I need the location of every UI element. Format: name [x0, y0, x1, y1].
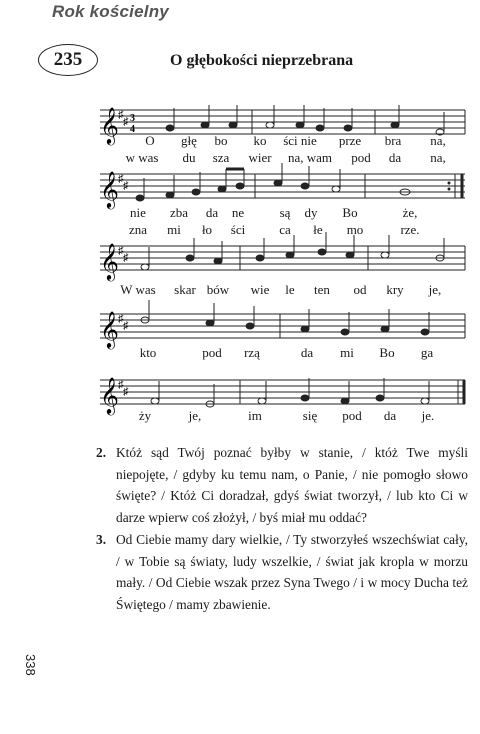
verse-3 — [96, 529, 468, 616]
verse-text: Któż sąd Twój poznać byłby w stanie, / któż Twe myśli niepojęte, / gdyby ku temu nam, o Panie, / nie pomogło słowo święte? / Któż Ci doradzał, gdyś świat tworzył, / lub kto Ci w darze wpierw coś złożył, / byś miał mu oddać? — [116, 445, 468, 526]
lyric-syllable: bra — [384, 133, 402, 148]
lyric-syllable: Bo — [379, 345, 395, 360]
lyric-syllable: ło — [201, 222, 213, 237]
treble-clef-icon: 𝄞 — [100, 377, 119, 413]
lyric-syllable: le — [285, 282, 295, 297]
lyric-syllable: na, — [430, 150, 446, 165]
lyric-syllable: ko — [253, 133, 267, 148]
time-signature-top: 3 — [130, 113, 135, 124]
key-signature-sharp-icon: ♯ — [118, 379, 124, 391]
music-staff-4 — [100, 308, 470, 348]
lyric-syllable: kry — [386, 282, 404, 297]
lyric-syllable: je. — [421, 408, 435, 423]
treble-clef-icon: 𝄞 — [100, 311, 119, 347]
key-signature-sharp-icon: ♯ — [123, 116, 129, 128]
lyric-syllable: pod — [351, 150, 371, 165]
lyric-syllable: pod — [342, 408, 362, 423]
lyric-syllable: ży — [138, 408, 152, 423]
lyric-syllable: dy — [304, 205, 318, 220]
lyric-syllable: łe — [313, 222, 323, 237]
lyric-syllable: ca — [279, 222, 291, 237]
treble-clef-icon: 𝄞 — [100, 171, 119, 207]
lyric-syllable: kto — [139, 345, 157, 360]
lyric-syllable: na, wam — [287, 150, 333, 165]
lyric-syllable: bów — [206, 282, 230, 297]
treble-clef-icon: 𝄞 — [100, 107, 119, 143]
page-number: 338 — [23, 654, 38, 676]
music-staff-3 — [100, 240, 470, 280]
verse-text: Od Ciebie mamy dary wielkie, / Ty stworzyłeś wszechświat cały, / w Tobie są światy, ludy wszelkie, / świat jak kropla w morzu mały. / Od Ciebie wszak przez Syna Twego / i w mocy Ducha też Świętego / mamy zbawienie. — [116, 531, 468, 612]
time-signature-bottom: 4 — [130, 124, 135, 135]
lyric-syllable: zna — [128, 222, 148, 237]
lyric-syllable: je, — [188, 408, 202, 423]
lyric-syllable: są — [279, 205, 291, 220]
lyric-syllable: Bo — [342, 205, 358, 220]
section-header: Rok kościelny — [52, 2, 169, 21]
lyric-line-3 — [100, 205, 470, 221]
hymn-title: O głębokości nieprzebrana — [170, 52, 354, 69]
key-signature-sharp-icon: ♯ — [118, 173, 124, 185]
lyric-syllable: da — [205, 205, 219, 220]
lyric-syllable: W was — [120, 282, 156, 297]
lyric-line-1 — [100, 133, 470, 149]
treble-clef-icon: 𝄞 — [100, 243, 119, 279]
lyric-syllable: prze — [338, 133, 362, 148]
lyric-syllable: wie — [250, 282, 270, 297]
lyric-syllable: głę — [181, 133, 197, 148]
verses — [96, 442, 468, 616]
lyric-line-6 — [100, 345, 470, 361]
lyric-syllable: wier — [248, 150, 272, 165]
key-signature-sharp-icon: ♯ — [123, 320, 129, 332]
verse-number: 2. — [96, 445, 107, 460]
lyric-syllable: da — [383, 408, 397, 423]
lyric-line-5 — [100, 282, 470, 298]
lyric-syllable: ne — [231, 205, 245, 220]
verse-2 — [96, 442, 468, 529]
hymn-number: 235 — [38, 44, 98, 76]
lyric-syllable: sza — [212, 150, 230, 165]
lyric-syllable: nie — [130, 205, 146, 220]
lyric-syllable: zba — [169, 205, 189, 220]
lyric-syllable: ga — [420, 345, 434, 360]
key-signature-sharp-icon: ♯ — [118, 245, 124, 257]
lyric-syllable: da — [300, 345, 314, 360]
lyric-syllable: skar — [174, 282, 196, 297]
lyric-syllable: bo — [214, 133, 228, 148]
lyric-syllable: że, — [402, 205, 418, 220]
lyric-syllable: O — [145, 133, 155, 148]
lyric-line-4 — [100, 222, 470, 238]
lyric-syllable: ści nie — [283, 133, 317, 148]
verse-number: 3. — [96, 531, 107, 547]
lyric-line-2 — [100, 150, 470, 166]
lyric-syllable: rzą — [244, 345, 260, 360]
key-signature-sharp-icon: ♯ — [118, 313, 124, 325]
lyric-syllable: je, — [428, 282, 442, 297]
lyric-syllable: ści — [230, 222, 246, 237]
lyric-syllable: na, — [430, 133, 446, 148]
lyric-syllable: im — [248, 408, 262, 423]
lyric-syllable: du — [182, 150, 196, 165]
lyric-syllable: ten — [314, 282, 330, 297]
lyric-syllable: da — [388, 150, 402, 165]
lyric-syllable: mi — [167, 222, 181, 237]
key-signature-sharp-icon: ♯ — [123, 386, 129, 398]
lyric-line-7 — [100, 408, 470, 424]
music-staff-2 — [100, 168, 470, 208]
key-signature-sharp-icon: ♯ — [123, 252, 129, 264]
lyric-syllable: mo — [346, 222, 364, 237]
lyric-syllable: się — [302, 408, 318, 423]
lyric-syllable: od — [353, 282, 367, 297]
lyric-syllable: w was — [125, 150, 159, 165]
key-signature-sharp-icon: ♯ — [123, 180, 129, 192]
lyric-syllable: rze. — [400, 222, 420, 237]
key-signature-sharp-icon: ♯ — [118, 109, 124, 121]
lyric-syllable: mi — [340, 345, 354, 360]
lyric-syllable: pod — [202, 345, 222, 360]
